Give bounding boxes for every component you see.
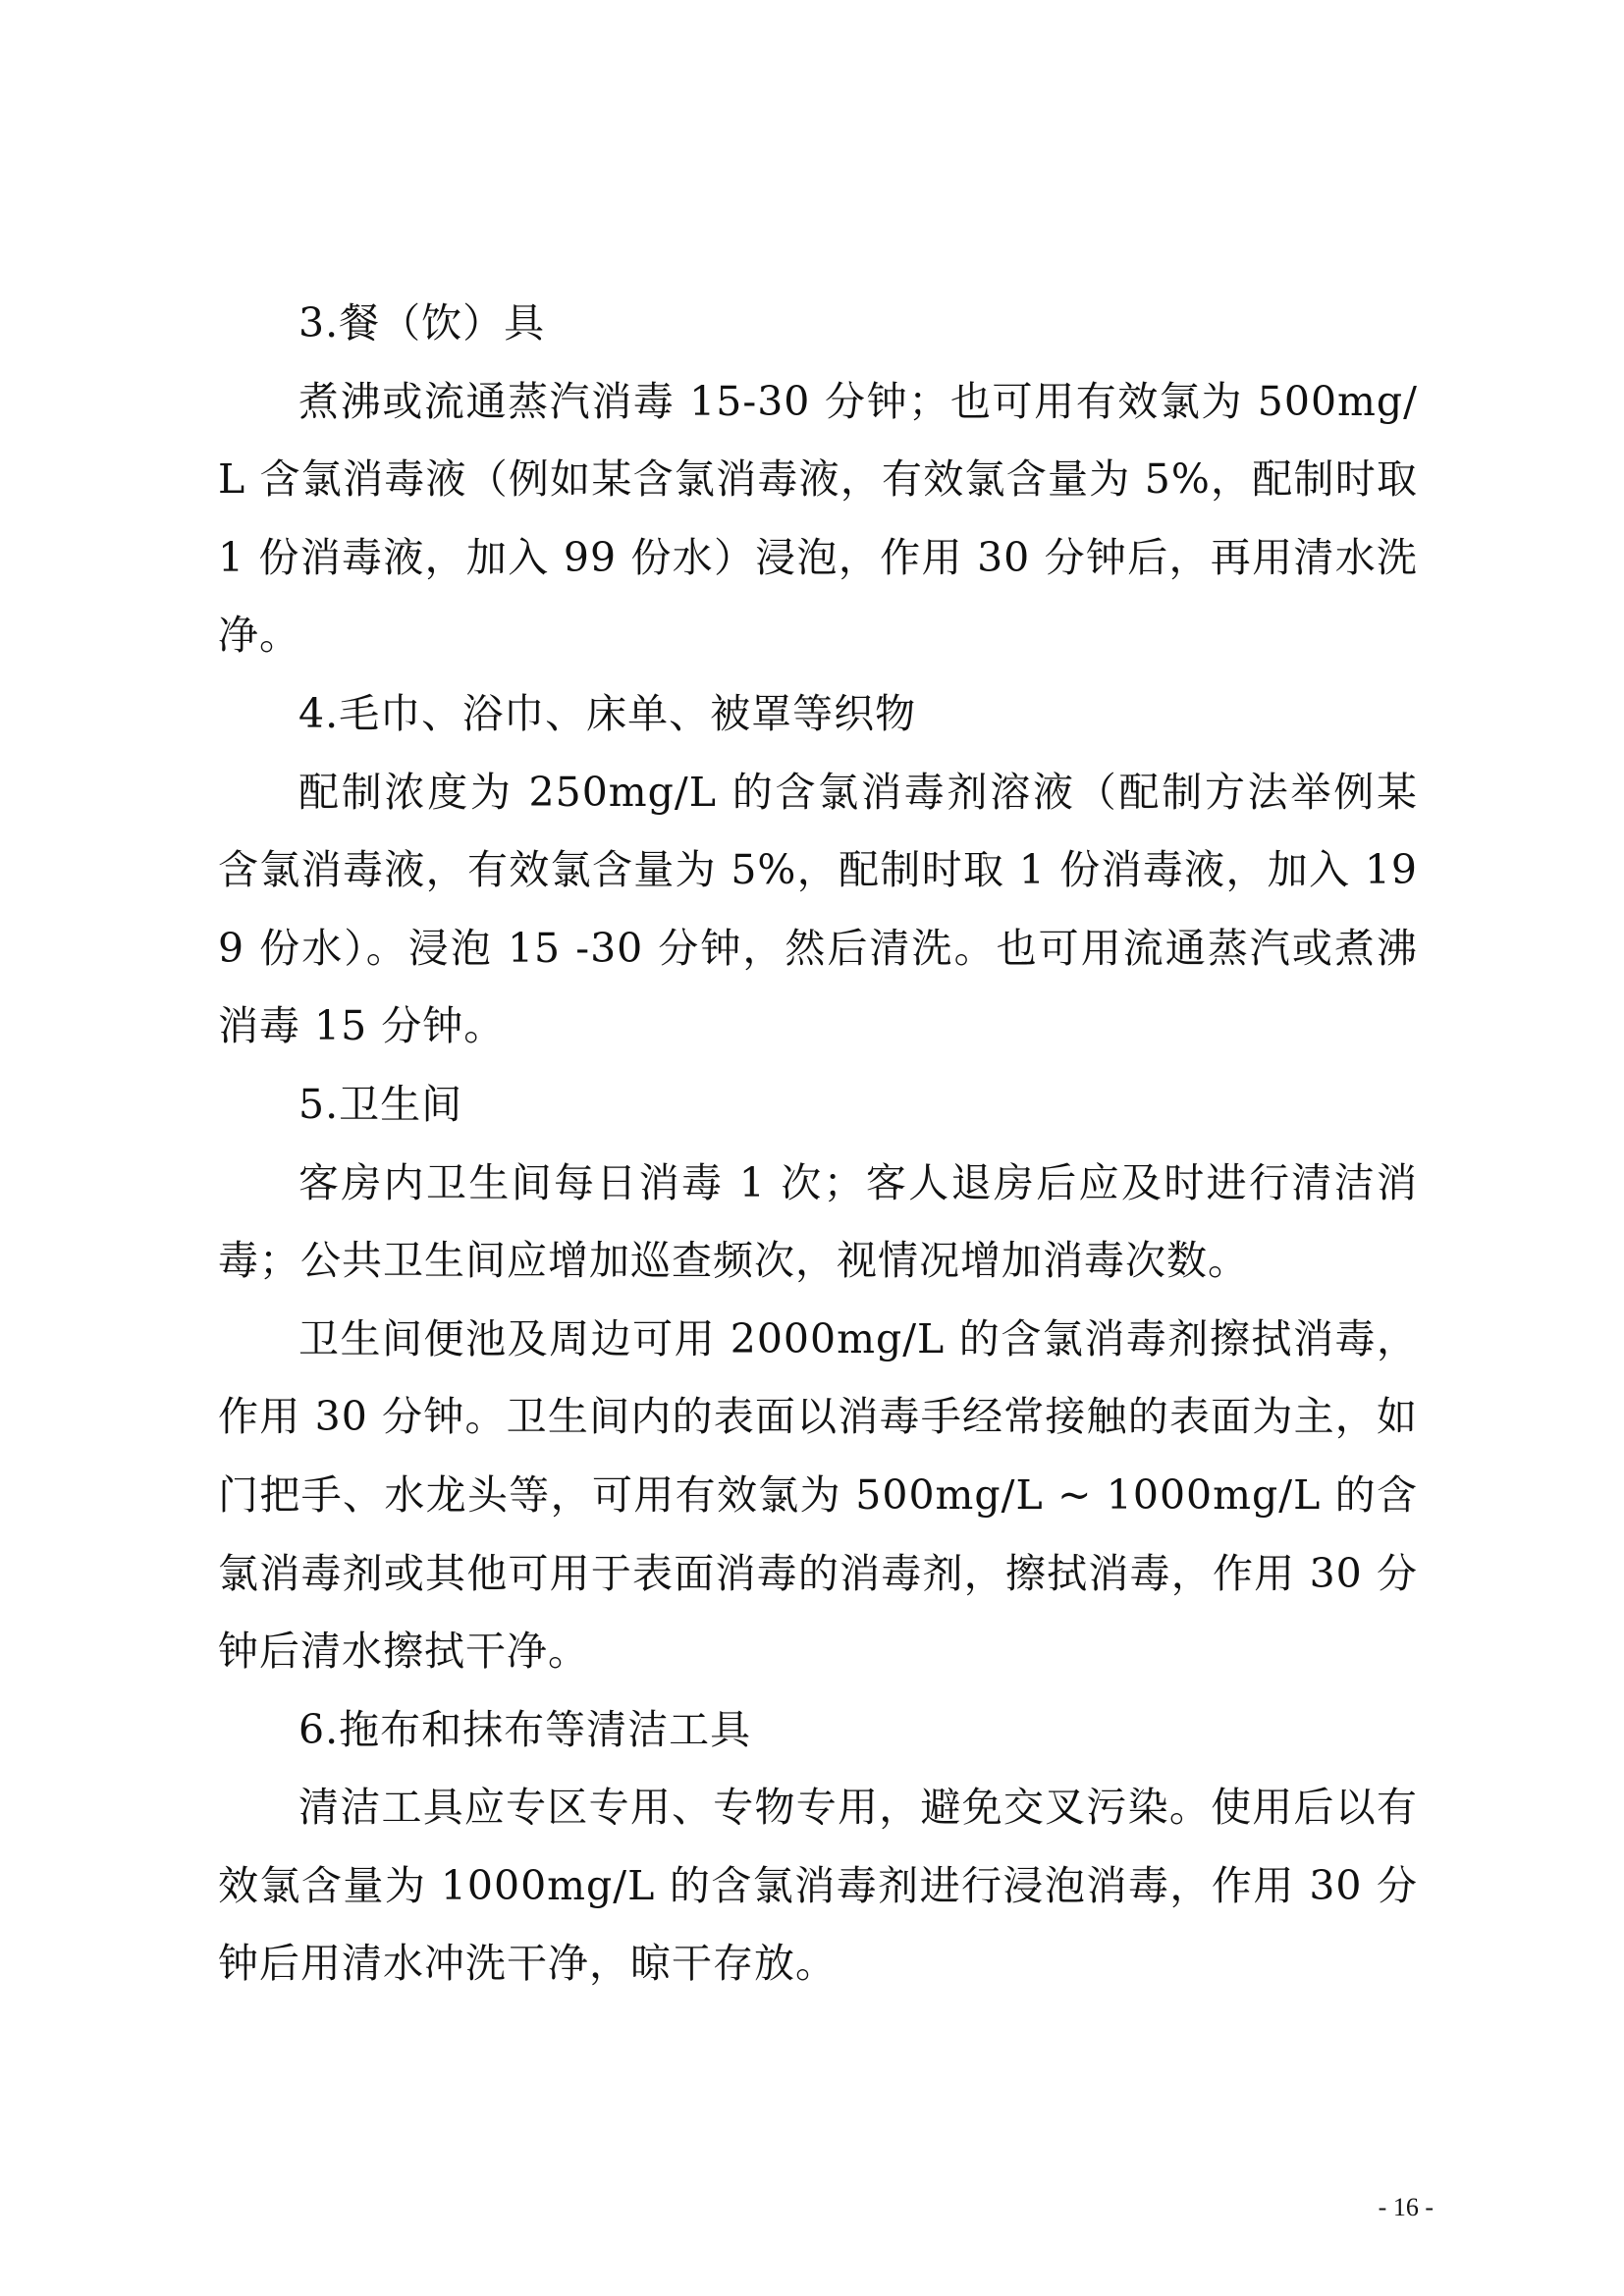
paragraph-restroom-method: 卫生间便池及周边可用 2000mg/L 的含氯消毒剂擦拭消毒，作用 30 分钟。卫生间内的表面以消毒手经常接触的表面为主，如门把手、水龙头等，可用有效氯为 500mg/L ~ 1000mg/L 的含氯消毒剂或其他可用于表面消毒的消毒剂，擦拭消毒，作用 30 分钟后清水擦拭干净。 — [218, 1314, 1418, 1676]
paragraph-tableware-disinfection: 煮沸或流通蒸汽消毒 15-30 分钟；也可用有效氯为 500mg/L 含氯消毒液（例如某含氯消毒液，有效氯含量为 5%，配制时取 1 份消毒液，加入 99 份水）浸泡，作用 30 分钟后，再用清水洗净。 — [218, 377, 1418, 660]
section-heading-restroom: 5.卫生间 — [298, 1080, 463, 1128]
section-heading-cleaning-tools: 6.拖布和抹布等清洁工具 — [298, 1705, 752, 1753]
paragraph-cleaning-tools-disinfection: 清洁工具应专区专用、专物专用，避免交叉污染。使用后以有效氯含量为 1000mg/L 的含氯消毒剂进行浸泡消毒，作用 30 分钟后用清水冲洗干净，晾干存放。 — [218, 1784, 1418, 1988]
paragraph-textiles-disinfection: 配制浓度为 250mg/L 的含氯消毒剂溶液（配制方法举例某含氯消毒液，有效氯含量为 5%，配制时取 1 份消毒液，加入 199 份水）。浸泡 15 -30 分钟，然后清洗。也可用流通蒸汽或煮沸消毒 15 分钟。 — [218, 768, 1418, 1050]
paragraph-restroom-frequency: 客房内卫生间每日消毒 1 次；客人退房后应及时进行清洁消毒；公共卫生间应增加巡查频次，视情况增加消毒次数。 — [218, 1158, 1418, 1285]
section-heading-tableware: 3.餐（饮）具 — [298, 299, 546, 347]
page-number: - 16 - — [1378, 2193, 1434, 2221]
section-heading-textiles: 4.毛巾、浴巾、床单、被罩等织物 — [298, 689, 917, 737]
document-body — [218, 285, 1418, 2003]
